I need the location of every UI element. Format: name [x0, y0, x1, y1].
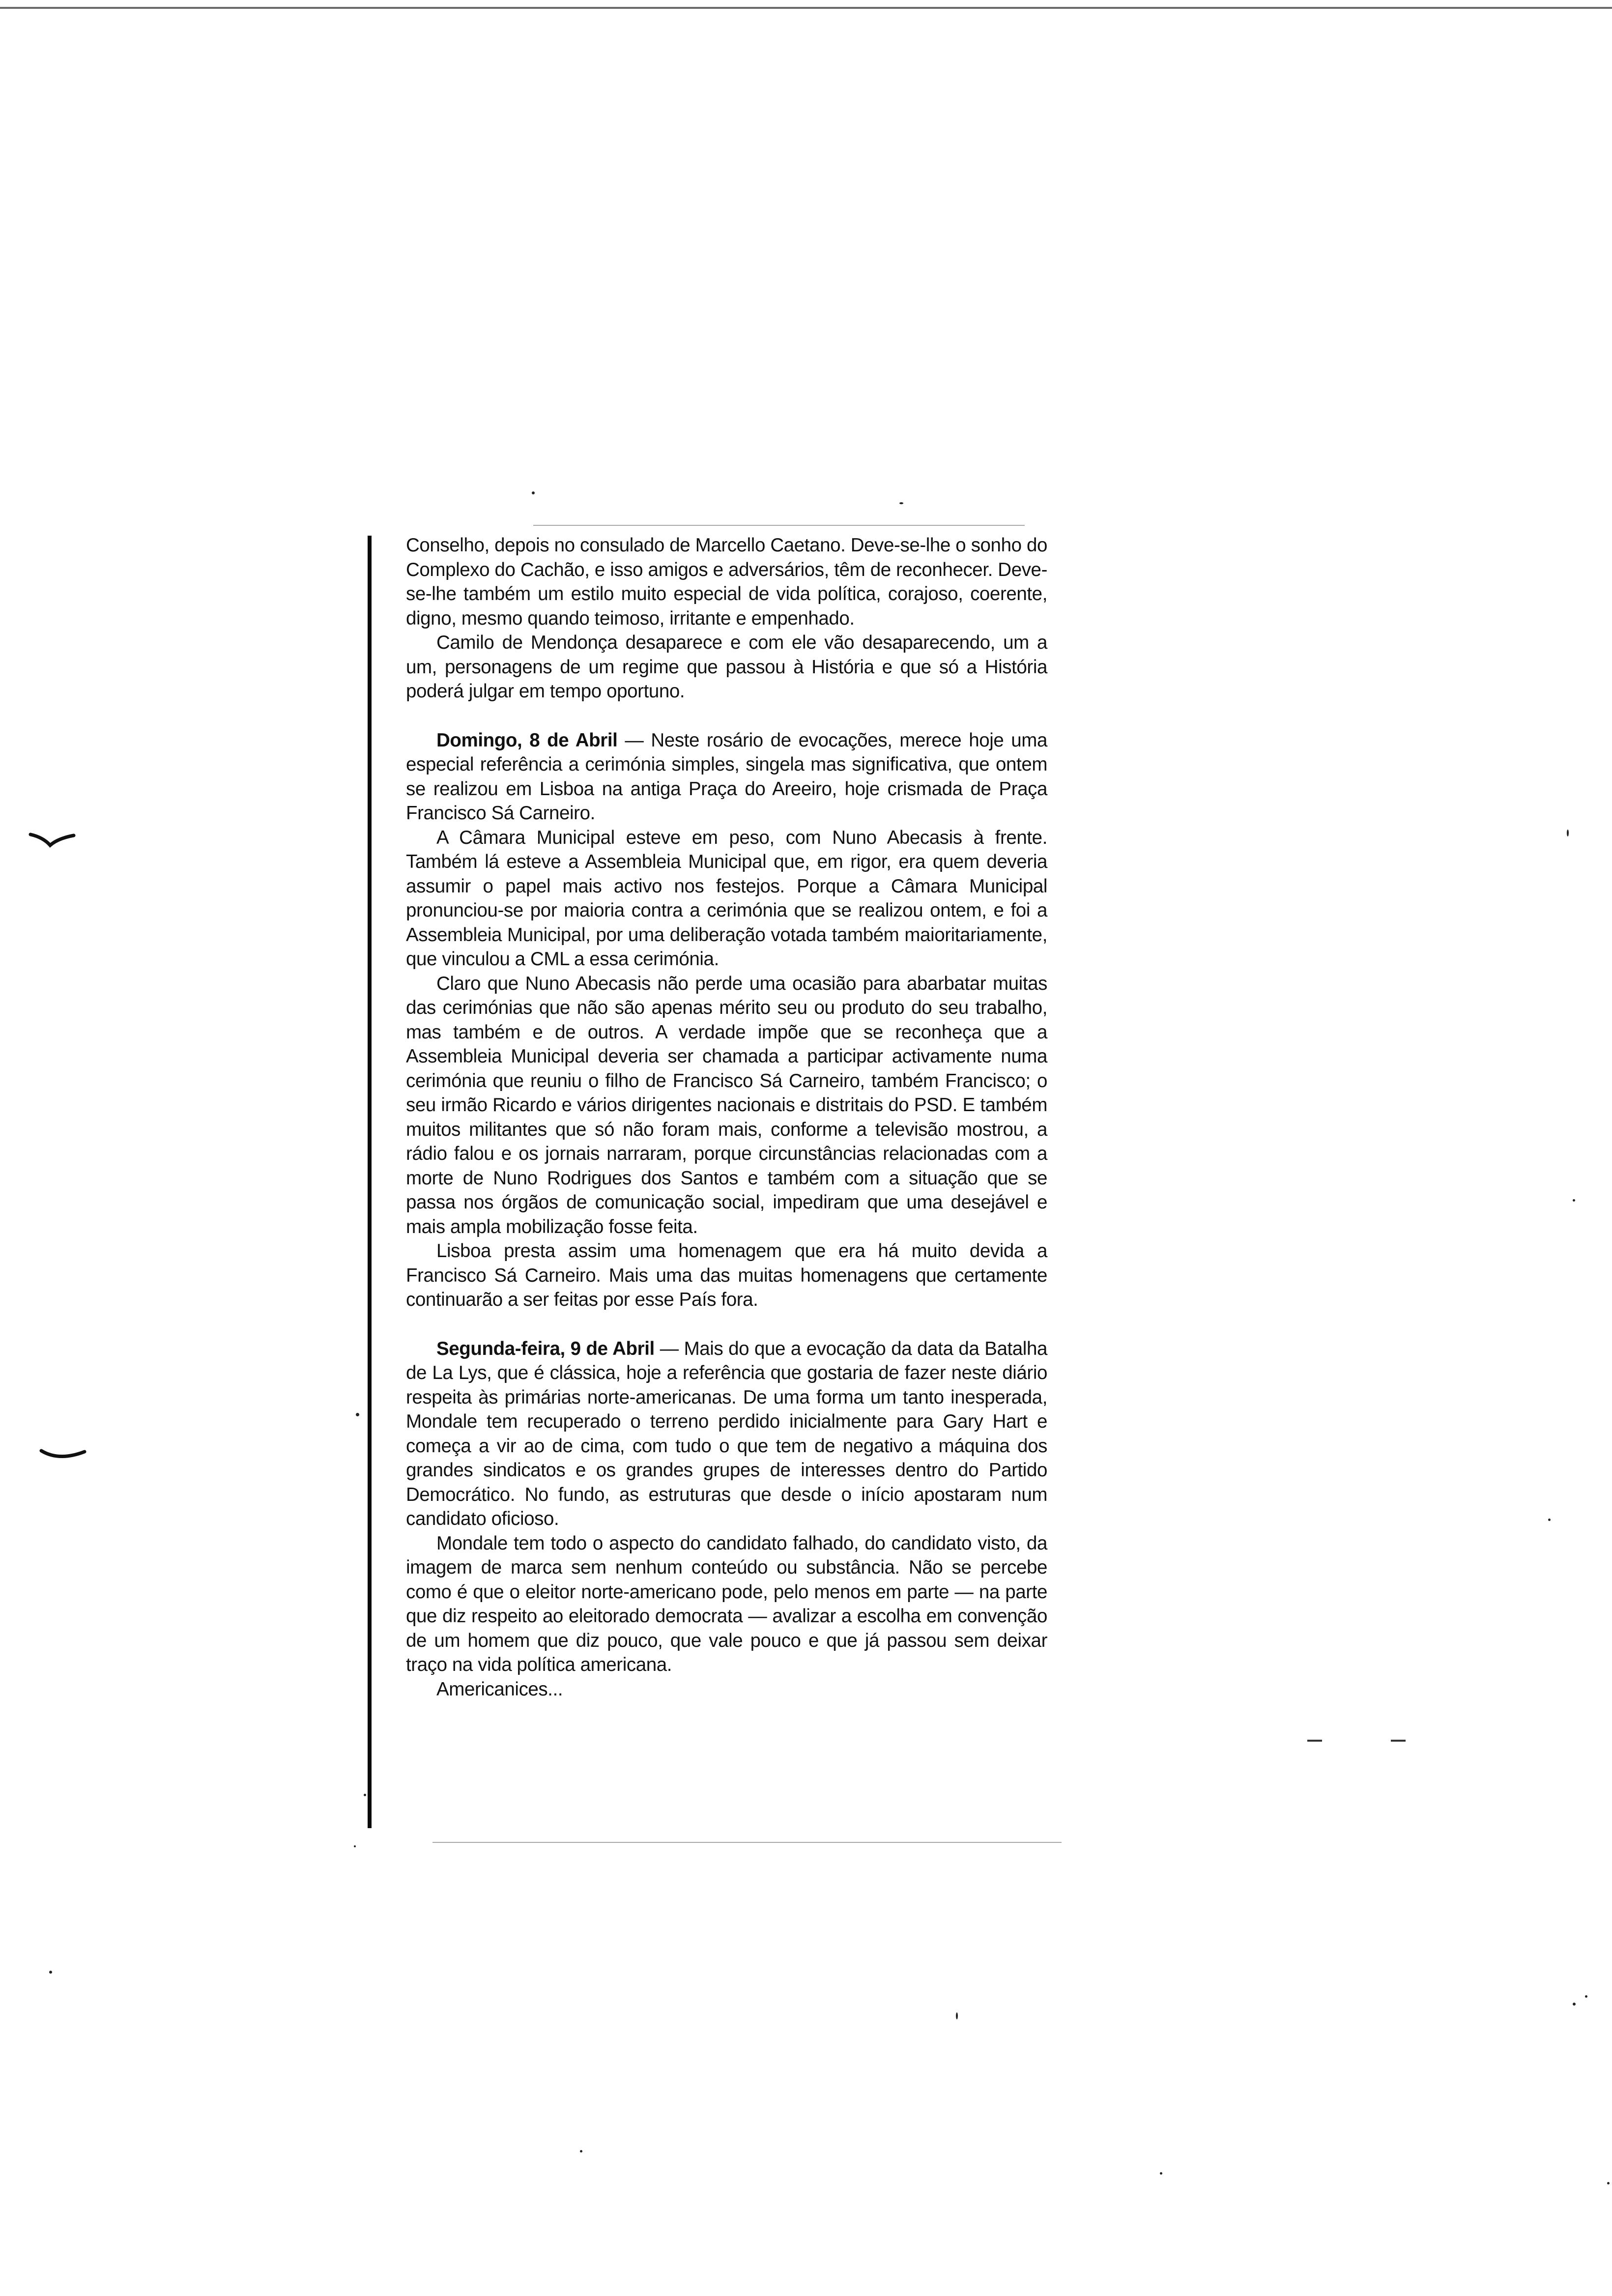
scan-speck [1573, 2003, 1576, 2006]
diary-entry-monday [406, 1337, 1047, 1531]
margin-check-mark-lower [39, 1445, 86, 1464]
scan-speck [899, 502, 903, 504]
column-margin-rule [368, 536, 372, 1828]
scan-speck [1573, 1199, 1575, 1202]
scan-dash [1391, 1740, 1406, 1742]
scan-speck [532, 491, 535, 494]
margin-check-mark-upper [29, 831, 76, 850]
entry-text: — Neste rosário de evocações, merece hoje uma especial referência a cerimónia simples, singela mas significativa, que ontem se realizou em Lisboa na antiga Praça do Areeiro, hoje crismada de Praça Francisco Sá Carneiro. [406, 729, 1047, 824]
entry-date: Segunda-feira, 9 de Abril [436, 1338, 655, 1359]
scan-speck [364, 1794, 366, 1796]
scan-speck [1585, 1995, 1587, 1998]
scan-dash [1307, 1740, 1322, 1742]
scan-speck [956, 2012, 958, 2019]
article-paragraph: Mondale tem todo o aspecto do candidato falhado, do candidato visto, da imagem de marca sem nenhum conteúdo ou substância. Não se percebe como é que o eleitor norte-americano pode, pelo menos em parte — na parte que diz respeito ao eleitorado democrata — avalizar a escolha em convenção de um homem que diz pouco, que vale pouco e que já passou sem deixar traço na vida política americana. [406, 1532, 1047, 1675]
article-column [406, 533, 1047, 1701]
article-closing: Americanices... [436, 1678, 563, 1700]
article-paragraph: Claro que Nuno Abecasis não perde uma ocasião para abarbatar muitas das cerimónias que não são apenas mérito seu ou produto do seu trabalho, mas também e de outros. A verdade impõe que se reconheça que a Assembleia Municipal deveria ser chamada a participar activamente numa cerimónia que reuniu o filho de Francisco Sá Carneiro, também Francisco; o seu irmão Ricardo e vários dirigentes nacionais e distritais do PSD. E também muitos militantes que só não foram mais, conforme a televisão mostrou, a rádio falou e os jornais narraram, porque circunstâncias relacionadas com a morte de Nuno Rodrigues dos Santos e também com a situação que se passa nos órgãos de comunicação social, impediram que uma desejável e mais ampla mobilização fosse feita. [406, 973, 1047, 1237]
diary-entry-sunday [406, 728, 1047, 826]
scan-speck [1160, 2172, 1162, 2175]
scan-speck [356, 1413, 359, 1416]
scan-speck [1567, 830, 1569, 836]
article-paragraph: Lisboa presta assim uma homenagem que era há muito devida a Francisco Sá Carneiro. Mais uma das muitas homenagens que certamente continuarão a ser feitas por esse País fora. [406, 1240, 1047, 1310]
article-paragraph: Conselho, depois no consulado de Marcello Caetano. Deve-se-lhe o sonho do Complexo do Cachão, e isso amigos e adversários, têm de reconhecer. Deve-se-lhe também um estilo muito especial de vida política, corajoso, coerente, digno, mesmo quando teimoso, irritante e empenhado. [406, 535, 1047, 629]
page-top-rule [0, 7, 1612, 9]
scan-speck [354, 1845, 356, 1847]
article-paragraph: A Câmara Municipal esteve em peso, com Nuno Abecasis à frente. Também lá esteve a Assembleia Municipal que, em rigor, era quem deveria assumir o papel mais activo nos festejos. Porque a Câmara Municipal pronunciou-se por maioria contra a cerimónia que se realizou ontem, e foi a Assembleia Municipal, por uma deliberação votada também maioritariamente, que vinculou a CML a essa cerimónia. [406, 827, 1047, 970]
entry-date: Domingo, 8 de Abril [436, 729, 618, 751]
scan-speck [580, 2150, 582, 2152]
scan-smudge-bottom [432, 1842, 1062, 1843]
article-paragraph: Camilo de Mendonça desaparece e com ele vão desaparecendo, um a um, personagens de um regime que passou à História e que só a História poderá julgar em tempo oportuno. [406, 632, 1047, 702]
entry-text: — Mais do que a evocação da data da Batalha de La Lys, que é clássica, hoje a referência que gostaria de fazer neste diário respeita às primárias norte-americanas. De uma forma um tanto inesperada, Mondale tem recuperado o terreno perdido inicialmente para Gary Hart e começa a vir ao de cima, com tudo o que tem de negativo a máquina dos grandes sindicatos e os grandes grupes de interesses dentro do Partido Democrático. No fundo, as estruturas que desde o início apostaram num candidato oficioso. [406, 1338, 1047, 1529]
scan-smudge-top [533, 525, 1025, 526]
scan-speck [1548, 1519, 1551, 1521]
scan-speck [49, 1971, 52, 1974]
scan-speck [1607, 2182, 1610, 2184]
